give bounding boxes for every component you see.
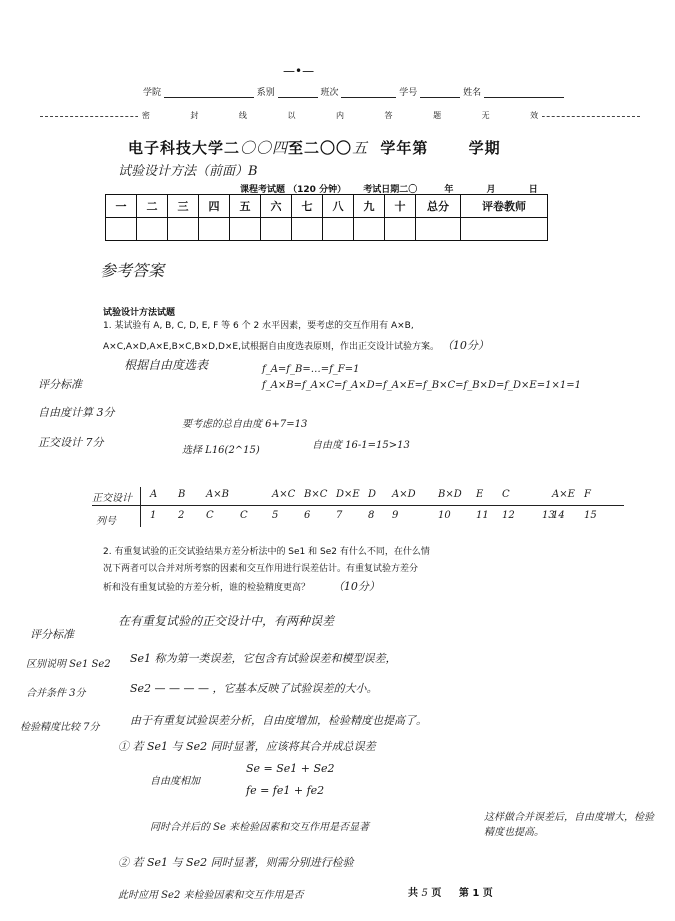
exam-date-label: 考试日期二〇 [363, 185, 418, 195]
field-label-name: 姓名 [463, 88, 482, 98]
q2-grading-item-2: 合并条件 3分 [26, 688, 86, 699]
footer-page-number: 1 [472, 888, 480, 899]
design-column-number: 7 [336, 510, 343, 521]
q2-answer-line-7: Se = Se1 + Se2 [246, 762, 335, 775]
design-header: F [584, 489, 591, 500]
design-vertical-line [140, 487, 141, 527]
score-col-9: 九 [354, 195, 385, 218]
design-column-number: 6 [304, 510, 311, 521]
design-header: D [368, 489, 377, 500]
answer-key-note: 参考答案 [100, 261, 165, 280]
student-info-line [143, 85, 643, 98]
design-header: A×D [392, 489, 416, 500]
design-header: C [502, 489, 510, 500]
title-semester-label: 学期 [468, 139, 501, 157]
design-column-number [426, 510, 438, 521]
score-cell [416, 218, 461, 241]
design-header: B×C [304, 489, 328, 500]
design-column-number: C [240, 510, 248, 521]
score-col-grader: 评卷教师 [461, 195, 548, 218]
score-col-6: 六 [261, 195, 292, 218]
exam-title [128, 137, 501, 158]
q1-points: （10分） [441, 339, 489, 352]
design-column-number: 10 [438, 510, 451, 521]
q1-answer-line-3: f_A×B=f_A×C=f_A×D=f_A×E=f_B×C=f_B×D=f_D×E=1×1=1 [262, 380, 581, 391]
score-col-8: 八 [323, 195, 354, 218]
q2-grading-item-3: 检验精度比较 7分 [20, 722, 100, 733]
design-header [542, 489, 552, 500]
design-header: A×C [272, 489, 296, 500]
q2-answer-line-12: 此时应用 Se2 来检验因素和交互作用是否 [118, 890, 304, 901]
score-col-5: 五 [230, 195, 261, 218]
exam-day-label: 日 [528, 185, 538, 195]
footer-total-pages: 5 [421, 888, 428, 899]
design-header: B [178, 489, 186, 500]
exam-duration: （120 分钟） [288, 185, 347, 195]
title-part-1: 电子科技大学二 [128, 139, 241, 157]
q2-line-1: 2. 有重复试验的正交试验结果方差分析法中的 Se1 和 Se2 有什么不同，在什么情 [103, 547, 430, 557]
score-col-2: 二 [137, 195, 168, 218]
design-column-number: 13 [542, 510, 555, 521]
q1-line-1: 1. 某试验有 A, B, C, D, E, F 等 6 个 2 水平因素，要考虑的交互作用有 A×B, [103, 321, 414, 331]
q2-grading-item-1: 区别说明 Se1 Se2 [26, 659, 111, 670]
design-column-number: 12 [502, 510, 515, 521]
q2-points: （10分） [332, 580, 380, 593]
score-cell [461, 218, 548, 241]
q1-grading-item-1: 自由度计算 3分 [38, 406, 115, 419]
score-cell [230, 218, 261, 241]
q1-answer-line-4: 要考虑的总自由度 6+7=13 [182, 419, 308, 430]
design-column-number: 9 [392, 510, 399, 521]
design-header: A [150, 489, 158, 500]
footer-total-label: 共 [408, 888, 418, 899]
q2-line-3-wrap [103, 580, 623, 595]
title-term-label: 学年第 [380, 139, 429, 157]
score-cell [168, 218, 199, 241]
score-cell [261, 218, 292, 241]
design-column-number: 8 [368, 510, 375, 521]
exam-year-label: 年 [444, 185, 454, 195]
field-label-college: 学院 [143, 88, 162, 98]
q1-answer-line-2: f_A=f_B=…=f_F=1 [262, 364, 360, 375]
q2-grading-title: 评分标准 [30, 628, 74, 641]
design-column-row [150, 510, 630, 521]
title-part-3: 〇〇 [320, 139, 353, 157]
q1-line-2: A×C,A×D,A×E,B×C,B×D,D×E,试根据自由度选表原则，作出正交设计试验方案。 [103, 342, 439, 352]
q1-answer-line-6: 自由度 16-1=15>13 [312, 440, 410, 451]
design-column-number: 2 [178, 510, 185, 521]
field-blank-department [278, 85, 318, 98]
score-cell [292, 218, 323, 241]
score-table-value-row [106, 218, 548, 241]
score-col-4: 四 [199, 195, 230, 218]
footer-page-unit-2: 页 [482, 888, 493, 899]
score-cell [106, 218, 137, 241]
q2-answer-line-6: 自由度相加 [150, 776, 200, 787]
design-column-number: 5 [272, 510, 279, 521]
score-col-7: 七 [292, 195, 323, 218]
exam-month-label: 月 [486, 185, 496, 195]
design-header: A×E [552, 489, 575, 500]
design-header [240, 489, 272, 500]
score-col-3: 三 [168, 195, 199, 218]
column-row-label: 列号 [96, 516, 116, 527]
q2-line-2: 况下两者可以合并对所考察的因素和交互作用进行误差估计。有重复试验方差分 [103, 564, 419, 574]
q2-answer-line-4: 由于有重复试验误差分析，自由度增加，检验精度也提高了。 [130, 714, 427, 727]
q2-answer-line-11: ② 若 Se1 与 Se2 同时显著，则需分别进行检验 [118, 856, 354, 869]
score-table-header-row [106, 195, 548, 218]
score-table [105, 194, 548, 241]
seal-notice-text: 密 封 线 以 内 答 题 无 效 [138, 111, 542, 120]
q2-answer-line-9: 同时合并后的 Se 来检验因素和交互作用是否显著 [150, 822, 370, 833]
q2-answer-line-1: 在有重复试验的正交设计中，有两种误差 [118, 614, 335, 628]
score-cell [354, 218, 385, 241]
field-label-department: 系别 [256, 88, 275, 98]
title-year-start: 〇〇四 [240, 139, 289, 157]
q2-answer-line-5: ① 若 Se1 与 Se2 同时显著，应该将其合并成总误差 [118, 740, 376, 753]
design-row-label: 正交设计 [92, 493, 132, 504]
score-cell [323, 218, 354, 241]
design-header [426, 489, 438, 500]
footer-no-label: 第 [458, 888, 469, 899]
score-col-1: 一 [106, 195, 137, 218]
page-footer [408, 884, 493, 899]
design-header: A×B [206, 489, 229, 500]
field-blank-name [484, 85, 564, 98]
field-label-student-id: 学号 [399, 88, 418, 98]
q1-line-2-wrap [103, 339, 623, 354]
score-cell [199, 218, 230, 241]
score-col-10: 十 [385, 195, 416, 218]
q2-line-3: 析和没有重复试验的方差分析，谁的检验精度更高？ [103, 583, 311, 593]
field-label-class: 班次 [320, 88, 339, 98]
section-title: 试验设计方法试题 [103, 308, 176, 318]
q2-answer-line-10: 这样做合并误差后，自由度增大，检验精度也提高。 [484, 812, 654, 838]
q1-answer-line-1: 根据自由度选表 [124, 358, 209, 372]
q1-answer-line-5: 选择 L16(2^15) [182, 445, 260, 456]
score-cell [137, 218, 168, 241]
title-year-end: 五 [352, 139, 369, 157]
q2-answer-line-2: Se1 称为第一类误差，它包含有试验误差和模型误差， [130, 652, 397, 665]
score-col-total: 总分 [416, 195, 461, 218]
design-column-number: 14 [552, 510, 565, 521]
design-header: B×D [438, 489, 462, 500]
exam-type: 课程考试题 [240, 185, 286, 195]
title-part-2: 至二 [288, 139, 321, 157]
footer-page-unit: 页 [431, 888, 442, 899]
course-name-handwritten: 试验设计方法（前面）B [118, 164, 258, 179]
q1-grading-item-2: 正交设计 7分 [38, 436, 104, 449]
question-2 [103, 546, 623, 595]
design-column-number: C [206, 510, 214, 521]
design-horizontal-line [92, 505, 624, 506]
question-1 [103, 320, 623, 354]
design-header: E [476, 489, 484, 500]
design-column-number: 1 [150, 510, 157, 521]
q1-grading-title: 评分标准 [38, 378, 82, 391]
q2-answer-line-8: fe = fe1 + fe2 [246, 784, 325, 797]
design-column-number: 15 [584, 510, 597, 521]
design-header-row [150, 489, 630, 500]
score-cell [385, 218, 416, 241]
design-column-number: 11 [476, 510, 489, 521]
field-blank-college [164, 85, 254, 98]
q2-answer-line-3: Se2 — — — — ，它基本反映了试验误差的大小。 [130, 682, 378, 695]
seal-notice [40, 110, 640, 121]
top-mark: —•— [283, 64, 315, 78]
field-blank-class [341, 85, 396, 98]
design-header: D×E [336, 489, 360, 500]
field-blank-student-id [420, 85, 460, 98]
